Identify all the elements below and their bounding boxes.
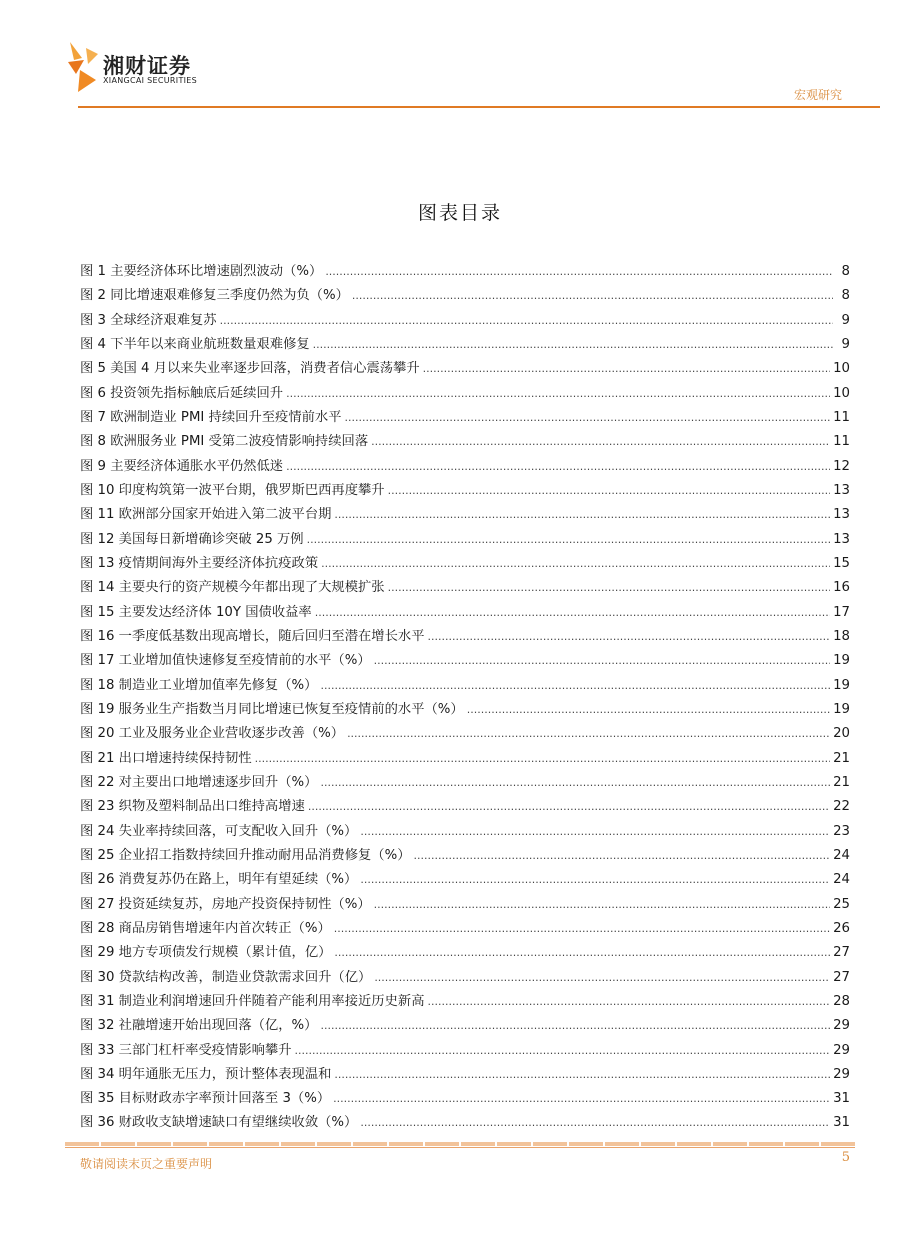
- toc-entry[interactable]: [80, 601, 850, 625]
- toc-entry[interactable]: [80, 260, 850, 284]
- toc-entry-page: 16: [833, 580, 850, 596]
- toc-entry-page: 8: [841, 264, 850, 279]
- toc-entry[interactable]: [80, 528, 850, 552]
- toc-dot-leader: [286, 387, 830, 400]
- toc-dot-leader: [374, 654, 830, 667]
- toc-entry[interactable]: [80, 771, 850, 795]
- toc-entry[interactable]: [80, 722, 850, 746]
- toc-entry-page: 19: [833, 677, 850, 693]
- toc-entry-label: 图 29 地方专项债发行规模（累计值，亿）: [80, 945, 332, 961]
- toc-entry[interactable]: [80, 284, 850, 308]
- toc-entry[interactable]: [80, 820, 850, 844]
- toc-entry-label: 图 16 一季度低基数出现高增长，随后回归至潜在增长水平: [80, 628, 425, 644]
- toc-entry-page: 29: [833, 1018, 850, 1034]
- toc-entry-page: 12: [833, 458, 850, 474]
- toc-dot-leader: [371, 435, 830, 448]
- toc-entry[interactable]: [80, 333, 850, 357]
- company-logo: [66, 40, 226, 100]
- toc-entry[interactable]: [80, 1087, 850, 1111]
- toc-entry-label: 图 31 制造业利润增速回升伴随着产能利用率接近历史新高: [80, 993, 425, 1009]
- toc-entry-page: 24: [833, 847, 850, 863]
- toc-entry-label: 图 7 欧洲制造业 PMI 持续回升至疫情前水平: [80, 409, 342, 425]
- toc-entry[interactable]: [80, 357, 850, 381]
- toc-dot-leader: [334, 1068, 830, 1081]
- toc-entry-page: 10: [833, 385, 850, 401]
- toc-entry-page: 28: [833, 993, 850, 1009]
- toc-entry[interactable]: [80, 625, 850, 649]
- toc-entry-page: 13: [833, 482, 850, 498]
- toc-entry-label: 图 8 欧洲服务业 PMI 受第二波疫情影响持续回落: [80, 434, 369, 450]
- toc-entry-page: 29: [833, 1042, 850, 1058]
- toc-dot-leader: [315, 606, 830, 619]
- toc-entry-page: 19: [833, 653, 850, 669]
- toc-entry-page: 15: [833, 555, 850, 571]
- toc-entry-label: 图 26 消费复苏仍在路上，明年有望延续（%）: [80, 872, 358, 888]
- toc-dot-leader: [360, 825, 830, 838]
- footer-decorative-bar: [65, 1142, 855, 1146]
- toc-dot-leader: [308, 800, 830, 813]
- toc-entry-page: 31: [833, 1091, 850, 1107]
- toc-entry-page: 26: [833, 920, 850, 936]
- toc-entry[interactable]: [80, 1063, 850, 1087]
- toc-entry-label: 图 15 主要发达经济体 10Y 国债收益率: [80, 604, 312, 620]
- toc-entry[interactable]: [80, 430, 850, 454]
- toc-entry-label: 图 33 三部门杠杆率受疫情影响攀升: [80, 1042, 292, 1058]
- toc-dot-leader: [467, 703, 830, 716]
- logo-chinese-name: 湘财证券: [103, 54, 191, 78]
- toc-dot-leader: [388, 581, 830, 594]
- toc-entry-page: 8: [841, 288, 850, 304]
- toc-entry[interactable]: [80, 1111, 850, 1135]
- toc-entry-page: 31: [833, 1115, 850, 1131]
- toc-entry-label: 图 17 工业增加值快速修复至疫情前的水平（%）: [80, 653, 371, 669]
- toc-entry-label: 图 18 制造业工业增加值率先修复（%）: [80, 677, 318, 693]
- toc-entry-label: 图 9 主要经济体通胀水平仍然低迷: [80, 458, 284, 474]
- toc-entry-label: 图 34 明年通胀无压力，预计整体表现温和: [80, 1066, 332, 1082]
- toc-dot-leader: [360, 873, 830, 886]
- toc-entry-label: 图 24 失业率持续回落，可支配收入回升（%）: [80, 823, 358, 839]
- toc-dot-leader: [313, 338, 833, 351]
- toc-entry[interactable]: [80, 552, 850, 576]
- toc-dot-leader: [307, 533, 830, 546]
- toc-entry[interactable]: [80, 844, 850, 868]
- toc-entry-label: 图 19 服务业生产指数当月同比增速已恢复至疫情前的水平（%）: [80, 701, 464, 717]
- toc-entry-label: 图 6 投资领先指标触底后延续回升: [80, 385, 284, 401]
- toc-entry-label: 图 35 目标财政赤字率预计回落至 3（%）: [80, 1091, 331, 1107]
- toc-dot-leader: [345, 411, 831, 424]
- section-label: 宏观研究: [793, 88, 842, 102]
- toc-dot-leader: [334, 922, 830, 935]
- toc-entry[interactable]: [80, 941, 850, 965]
- toc-entry-label: 图 20 工业及服务业企业营收逐步改善（%）: [80, 726, 345, 742]
- toc-entry-page: 21: [833, 774, 850, 790]
- toc-entry-page: 25: [833, 896, 850, 912]
- toc-dot-leader: [255, 752, 830, 765]
- page-number: 5: [841, 1150, 850, 1165]
- toc-dot-leader: [360, 1116, 830, 1129]
- toc-entry[interactable]: [80, 966, 850, 990]
- toc-entry[interactable]: [80, 917, 850, 941]
- toc-entry-label: 图 2 同比增速艰难修复三季度仍然为负（%）: [80, 288, 349, 304]
- toc-entry-label: 图 13 疫情期间海外主要经济体抗疫政策: [80, 555, 319, 571]
- toc-entry[interactable]: [80, 674, 850, 698]
- toc-entry-label: 图 14 主要央行的资产规模今年都出现了大规模扩张: [80, 580, 385, 596]
- toc-entry[interactable]: [80, 868, 850, 892]
- toc-entry[interactable]: [80, 698, 850, 722]
- toc-dot-leader: [320, 679, 830, 692]
- toc-entry-page: 29: [833, 1066, 850, 1082]
- toc-entry-page: 17: [833, 604, 850, 620]
- toc-entry[interactable]: [80, 406, 850, 430]
- toc-entry[interactable]: [80, 503, 850, 527]
- toc-dot-leader: [325, 265, 833, 278]
- toc-entry-page: 13: [833, 531, 850, 547]
- toc-entry[interactable]: [80, 382, 850, 406]
- toc-entry-page: 18: [833, 628, 850, 644]
- xiangcai-logo-icon: [66, 40, 100, 96]
- toc-entry[interactable]: [80, 479, 850, 503]
- toc-entry-label: 图 32 社融增速开始出现回落（亿，%）: [80, 1018, 318, 1034]
- toc-entry-label: 图 22 对主要出口地增速逐步回升（%）: [80, 774, 318, 790]
- toc-dot-leader: [334, 946, 830, 959]
- toc-entry-page: 9: [841, 312, 850, 328]
- toc-title: 图表目录: [417, 202, 502, 224]
- toc-dot-leader: [321, 557, 830, 570]
- toc-dot-leader: [295, 1044, 831, 1057]
- toc-dot-leader: [352, 289, 833, 302]
- toc-entry-label: 图 12 美国每日新增确诊突破 25 万例: [80, 531, 304, 547]
- toc-entry-label: 图 5 美国 4 月以来失业率逐步回落，消费者信心震荡攀升: [80, 361, 420, 377]
- toc-entry-page: 11: [833, 434, 850, 450]
- toc-entry-page: 11: [833, 409, 850, 425]
- toc-entry-page: 19: [833, 701, 850, 717]
- header-divider: [78, 106, 880, 108]
- toc-entry[interactable]: [80, 795, 850, 819]
- toc-entry-label: 图 23 织物及塑料制品出口维持高增速: [80, 799, 305, 815]
- toc-entry-page: 24: [833, 872, 850, 888]
- toc-dot-leader: [414, 849, 831, 862]
- toc-entry-label: 图 4 下半年以来商业航班数量艰难修复: [80, 336, 310, 352]
- toc-entry[interactable]: [80, 747, 850, 771]
- footer-divider: [65, 1147, 855, 1148]
- toc-entry[interactable]: [80, 309, 850, 333]
- toc-entry-label: 图 36 财政收支缺增速缺口有望继续收敛（%）: [80, 1115, 358, 1131]
- toc-entry-label: 图 10 印度构筑第一波平台期，俄罗斯巴西再度攀升: [80, 482, 385, 498]
- toc-entry[interactable]: [80, 1014, 850, 1038]
- toc-entry-label: 图 3 全球经济艰难复苏: [80, 312, 217, 328]
- toc-dot-leader: [423, 362, 830, 375]
- toc-dot-leader: [388, 484, 830, 497]
- toc-dot-leader: [320, 1019, 830, 1032]
- toc-entry-page: 22: [833, 799, 850, 815]
- toc-dot-leader: [220, 314, 833, 327]
- toc-entry-page: 9: [841, 336, 850, 352]
- toc-dot-leader: [374, 898, 830, 911]
- logo-english-name: XIANGCAI SECURITIES: [103, 76, 198, 85]
- toc-entry-page: 20: [833, 726, 850, 742]
- toc-dot-leader: [333, 1092, 830, 1105]
- toc-entry-page: 13: [833, 507, 850, 523]
- toc-entry[interactable]: [80, 1039, 850, 1063]
- toc-entry-page: 10: [833, 361, 850, 377]
- toc-entry[interactable]: [80, 990, 850, 1014]
- toc-dot-leader: [334, 508, 830, 521]
- toc-entry[interactable]: [80, 649, 850, 673]
- toc-entry-page: 27: [833, 945, 850, 961]
- toc-entry-label: 图 21 出口增速持续保持韧性: [80, 750, 252, 766]
- toc-dot-leader: [428, 630, 831, 643]
- page-header: [0, 0, 920, 112]
- toc-entry-label: 图 30 贷款结构改善，制造业贷款需求回升（亿）: [80, 969, 372, 985]
- toc-entry-label: 图 11 欧洲部分国家开始进入第二波平台期: [80, 507, 332, 523]
- toc-entry-label: 图 27 投资延续复苏，房地产投资保持韧性（%）: [80, 896, 371, 912]
- table-of-figures: [80, 260, 850, 1136]
- toc-dot-leader: [320, 776, 830, 789]
- toc-entry-label: 图 25 企业招工指数持续回升推动耐用品消费修复（%）: [80, 847, 411, 863]
- toc-entry[interactable]: [80, 576, 850, 600]
- footer-disclaimer-note: 敬请阅读末页之重要声明: [80, 1157, 213, 1171]
- toc-entry-page: 27: [833, 969, 850, 985]
- toc-entry-page: 21: [833, 750, 850, 766]
- toc-entry[interactable]: [80, 455, 850, 479]
- toc-dot-leader: [374, 971, 830, 984]
- toc-dot-leader: [428, 995, 831, 1008]
- toc-entry-page: 23: [833, 823, 850, 839]
- toc-dot-leader: [347, 727, 830, 740]
- toc-entry[interactable]: [80, 893, 850, 917]
- toc-entry-label: 图 28 商品房销售增速年内首次转正（%）: [80, 920, 331, 936]
- toc-dot-leader: [286, 460, 830, 473]
- toc-entry-label: 图 1 主要经济体环比增速剧烈波动（%）: [80, 264, 323, 279]
